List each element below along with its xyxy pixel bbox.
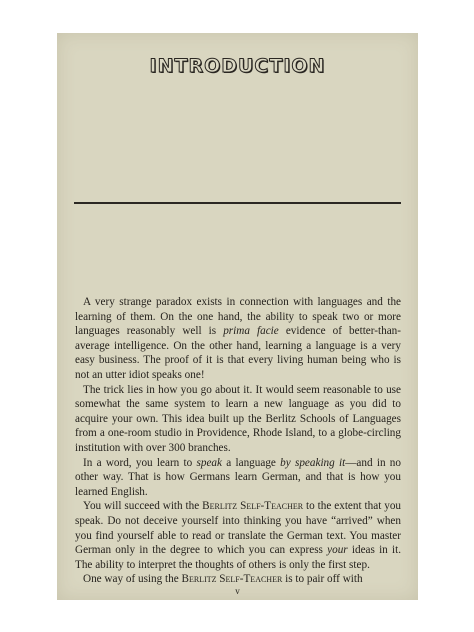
book-page: [57, 33, 418, 600]
chapter-heading: INTRODUCTION: [149, 55, 326, 77]
paragraph-1: A very strange paradox exists in connection with languages and the learning of them. On the one hand, the ability to speak two or more languages reasonably well is prima facie evidence of better-than-average intelligence. On the other hand, learning a language is a very easy business. The proof of it is that every living human being who is not an utter idiot speaks one!: [75, 296, 401, 381]
emphasis: your: [327, 544, 348, 557]
emphasis: prima facie: [223, 325, 279, 338]
product-name: Berlitz Self-Teacher: [202, 500, 304, 513]
product-name: Berlitz Self-Teacher: [181, 573, 283, 586]
paragraph-4: You will succeed with the Berlitz Self-Teacher to the extent that you speak. Do not deceive yourself into thinking you have “arrived” when you find yourself able to read or translate the German text. You master German only in the degree to which you can express your ideas in it. The ability to interpret the thoughts of others is only the first step.: [75, 500, 402, 571]
paragraph-3: In a word, you learn to speak a language by speaking it—and in no other way. That is how Germans learn German, and that is how you learned English.: [75, 456, 401, 498]
page-number: v: [235, 586, 240, 596]
horizontal-rule: [74, 202, 401, 204]
paragraph-2: The trick lies in how you go about it. It would seem reasonable to use somewhat the same system to learn a new language as you did to acquire your own. This idea built up the Berlitz Schools of Languages from a one-room studio in Providence, Rhode Island, to a globe-circling institution with over 300 branches.: [75, 383, 401, 454]
paragraph-5: One way of using the Berlitz Self-Teacher is to pair off with: [83, 573, 363, 586]
emphasis: speak: [196, 456, 222, 469]
emphasis: by speaking it: [280, 456, 346, 469]
body-text: [75, 295, 401, 587]
